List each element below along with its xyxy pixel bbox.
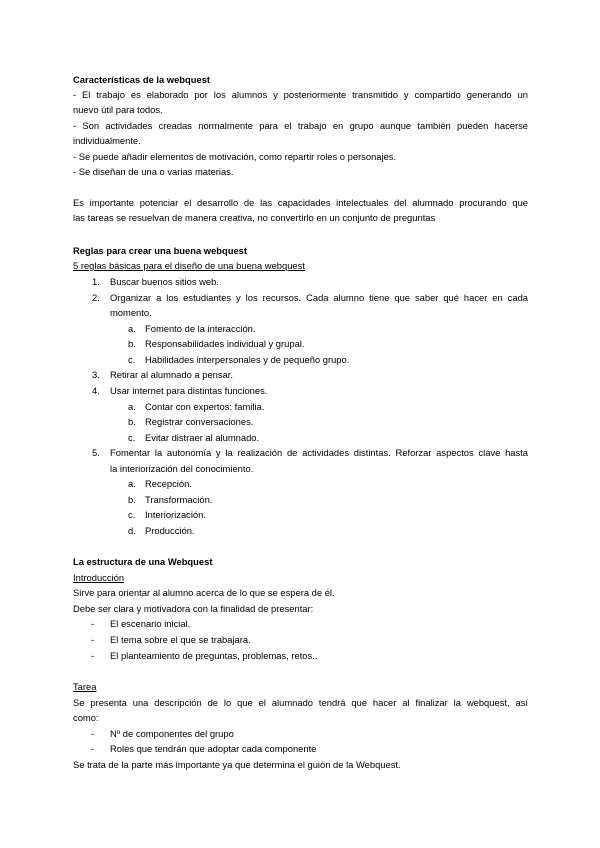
tarea-title: Tarea — [73, 681, 97, 692]
caracteristicas-line-1: - El trabajo es elaborado por los alumnos y posteriormente transmitido y compartido generando un — [73, 89, 528, 100]
list-item-number: 3. — [92, 369, 100, 380]
sublist-item-letter: c. — [128, 509, 136, 520]
list-item-text: Usar internet para distintas funciones. — [110, 385, 268, 396]
sublist-item-letter: a. — [128, 323, 136, 334]
list-item-text: Retirar al alumnado a pensar. — [110, 369, 233, 380]
bullet-item-text: El escenario inicial. — [110, 618, 191, 629]
caracteristicas-line-3: - Son actividades creadas normalmente para el trabajo en grupo aunque también pueden hacerse — [73, 120, 528, 131]
list-item-text: Buscar buenos sitios web. — [110, 276, 219, 287]
reglas-subheading: 5 reglas básicas para el diseño de una buena webquest — [73, 260, 305, 271]
list-item-number: 2. — [92, 292, 100, 303]
sublist-item-text: Evitar distraer al alumnado. — [145, 432, 260, 443]
section-heading-estructura: La estructura de una Webquest — [73, 556, 213, 567]
sublist-item-text: Responsabilidades individual y grupal. — [145, 338, 305, 349]
list-item-text: Fomentar la autonomía y la realización de actividades distintas. Reforzar aspectos clave hasta — [110, 447, 528, 458]
list-item-number: 4. — [92, 385, 100, 396]
paragraph-line-1: Es importante potenciar el desarrollo de las capacidades intelectuales del alumnado procurando que — [73, 197, 528, 208]
dash-bullet: - — [91, 743, 95, 754]
sublist-item-text: Fomento de la interacción. — [145, 323, 256, 334]
tarea-line-3: Se trata de la parte más importante ya que determina el guión de la Webquest. — [73, 759, 401, 770]
sublist-item-letter: a. — [128, 478, 136, 489]
dash-bullet: - — [91, 618, 95, 629]
sublist-item-letter: b. — [128, 494, 136, 505]
sublist-item-letter: a. — [128, 401, 136, 412]
dash-bullet: - — [91, 634, 95, 645]
list-item-text: Organizar a los estudiantes y los recursos. Cada alumno tiene que saber qué hacer en cada — [110, 292, 528, 303]
tarea-line-1: Se presenta una descripción de lo que el alumnado tendrá que hacer al finalizar la webquest, así — [73, 697, 528, 708]
sublist-item-letter: b. — [128, 416, 136, 427]
sublist-item-text: Interiorización. — [145, 509, 206, 520]
paragraph-line-2: las tareas se resuelvan de manera creativa, no convertirlo en un conjunto de preguntas — [73, 212, 436, 223]
caracteristicas-line-4: individualmente. — [73, 135, 141, 146]
sublist-item-letter: b. — [128, 338, 136, 349]
sublist-item-letter: c. — [128, 354, 136, 365]
caracteristicas-line-2: nuevo útil para todos. — [73, 104, 163, 115]
list-item-number: 5. — [92, 447, 100, 458]
section-heading-reglas: Reglas para crear una buena webquest — [73, 245, 248, 256]
introduccion-line-2: Debe ser clara y motivadora con la finalidad de presentar: — [73, 603, 314, 614]
tarea-line-2: como: — [73, 712, 99, 723]
sublist-item-text: Contar con expertos: familia. — [145, 401, 265, 412]
list-item-text-continued: momento. — [110, 307, 152, 318]
sublist-item-letter: c. — [128, 432, 136, 443]
sublist-item-text: Recepción. — [145, 478, 192, 489]
sublist-item-text: Producción. — [145, 525, 195, 536]
sublist-item-text: Transformación. — [145, 494, 213, 505]
sublist-item-text: Habilidades interpersonales y de pequeño grupo. — [145, 354, 350, 365]
introduccion-title: Introducción — [73, 572, 125, 583]
list-item-number: 1. — [92, 276, 100, 287]
caracteristicas-line-6: - Se diseñan de una o varias materias. — [73, 166, 234, 177]
caracteristicas-line-5: - Se puede añadir elementos de motivación, como repartir roles o personajes. — [73, 151, 397, 162]
dash-bullet: - — [91, 728, 95, 739]
list-item-text-continued: la interiorización del conocimiento. — [110, 463, 254, 474]
bullet-item-text: El planteamiento de preguntas, problemas, retos.. — [110, 650, 318, 661]
sublist-item-letter: d. — [128, 525, 136, 536]
bullet-item-text: Nº de componentes del grupo — [110, 728, 234, 739]
sublist-item-text: Registrar conversaciones. — [145, 416, 254, 427]
dash-bullet: - — [91, 650, 95, 661]
bullet-item-text: El tema sobre el que se trabajara. — [110, 634, 251, 645]
bullet-item-text: Roles que tendrán que adoptar cada componente — [110, 743, 317, 754]
introduccion-line-1: Sirve para orientar al alumno acerca de lo que se espera de él. — [73, 587, 335, 598]
section-heading-caracteristicas: Características de la webquest — [73, 74, 211, 85]
